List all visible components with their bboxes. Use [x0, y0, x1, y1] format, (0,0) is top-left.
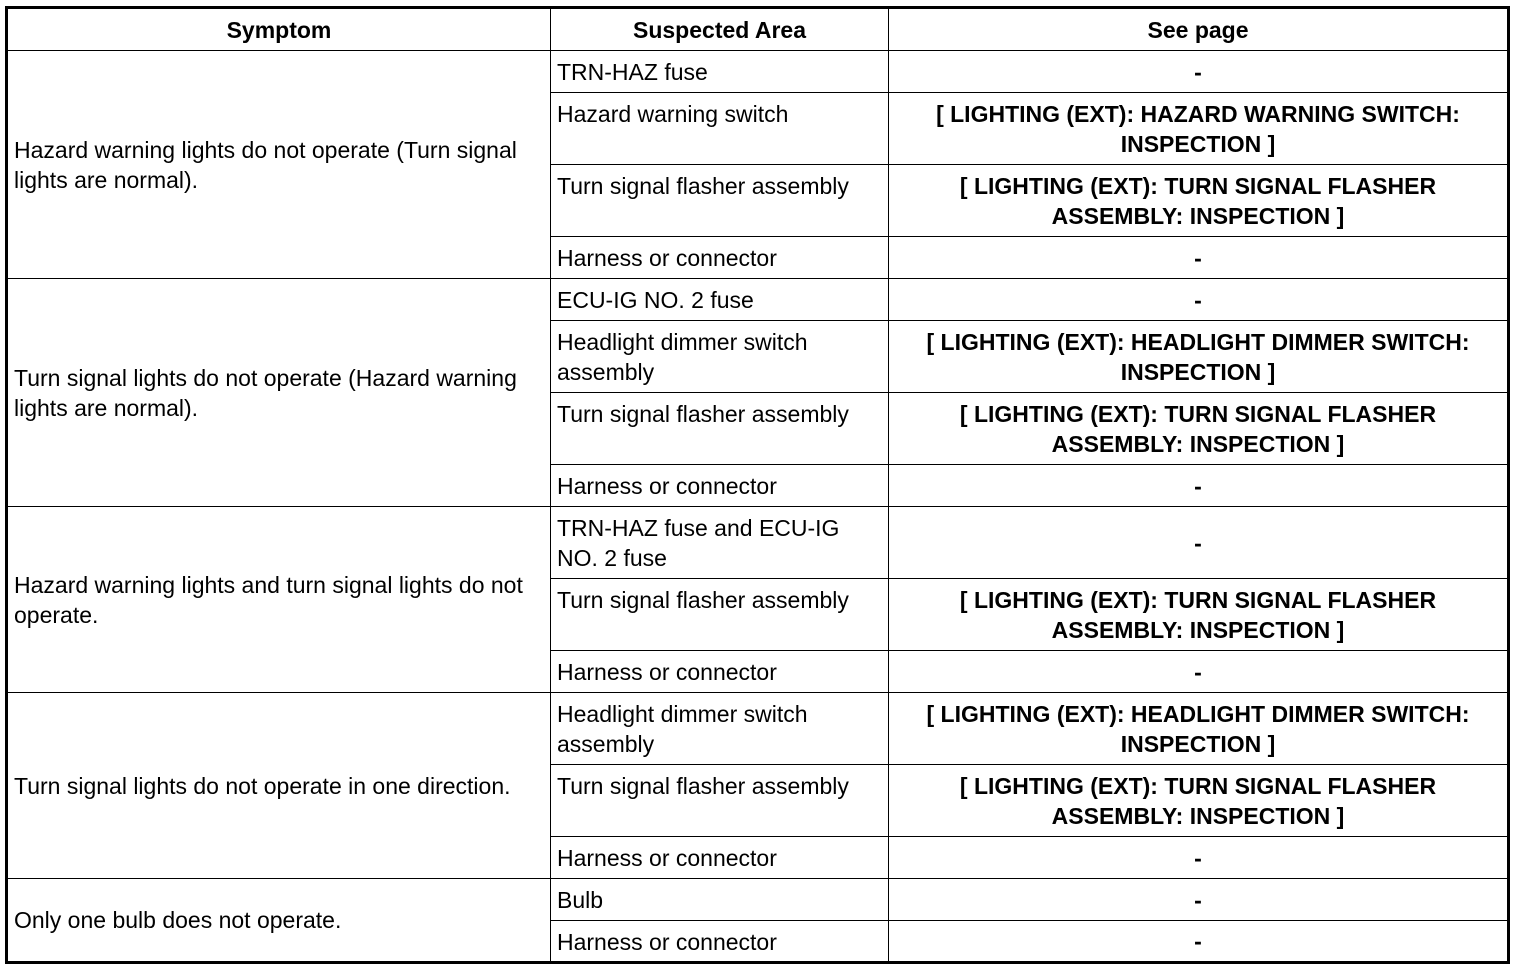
suspected-area-cell: ECU-IG NO. 2 fuse	[551, 279, 889, 321]
suspected-area-cell: Harness or connector	[551, 651, 889, 693]
see-page-cell: -	[889, 837, 1509, 879]
see-page-cell: -	[889, 879, 1509, 921]
see-page-link[interactable]: [ LIGHTING (EXT): HAZARD WARNING SWITCH: INSPECTION ]	[889, 93, 1509, 165]
see-page-link[interactable]: [ LIGHTING (EXT): TURN SIGNAL FLASHER ASSEMBLY: INSPECTION ]	[889, 579, 1509, 651]
symptom-cell: Only one bulb does not operate.	[7, 879, 551, 963]
see-page-cell: -	[889, 507, 1509, 579]
suspected-area-cell: TRN-HAZ fuse and ECU-IG NO. 2 fuse	[551, 507, 889, 579]
header-symptom: Symptom	[7, 8, 551, 51]
see-page-cell: -	[889, 279, 1509, 321]
see-page-cell: -	[889, 465, 1509, 507]
header-see-page: See page	[889, 8, 1509, 51]
header-suspected-area: Suspected Area	[551, 8, 889, 51]
suspected-area-cell: Hazard warning switch	[551, 93, 889, 165]
see-page-cell: -	[889, 921, 1509, 963]
suspected-area-cell: Bulb	[551, 879, 889, 921]
table-row	[7, 879, 1509, 921]
troubleshooting-table	[5, 6, 1510, 964]
suspected-area-cell: Turn signal flasher assembly	[551, 165, 889, 237]
table-row	[7, 693, 1509, 765]
suspected-area-cell: Harness or connector	[551, 837, 889, 879]
see-page-link[interactable]: [ LIGHTING (EXT): HEADLIGHT DIMMER SWITCH: INSPECTION ]	[889, 321, 1509, 393]
see-page-link[interactable]: [ LIGHTING (EXT): HEADLIGHT DIMMER SWITCH: INSPECTION ]	[889, 693, 1509, 765]
symptom-cell: Hazard warning lights and turn signal lights do not operate.	[7, 507, 551, 693]
see-page-link[interactable]: [ LIGHTING (EXT): TURN SIGNAL FLASHER ASSEMBLY: INSPECTION ]	[889, 393, 1509, 465]
see-page-link[interactable]: [ LIGHTING (EXT): TURN SIGNAL FLASHER ASSEMBLY: INSPECTION ]	[889, 165, 1509, 237]
suspected-area-cell: Turn signal flasher assembly	[551, 579, 889, 651]
symptom-cell: Turn signal lights do not operate in one direction.	[7, 693, 551, 879]
suspected-area-cell: TRN-HAZ fuse	[551, 51, 889, 93]
suspected-area-cell: Harness or connector	[551, 465, 889, 507]
suspected-area-cell: Harness or connector	[551, 237, 889, 279]
see-page-cell: -	[889, 51, 1509, 93]
troubleshooting-table-wrapper	[5, 6, 1510, 964]
suspected-area-cell: Headlight dimmer switch assembly	[551, 693, 889, 765]
table-row	[7, 51, 1509, 93]
see-page-link[interactable]: [ LIGHTING (EXT): TURN SIGNAL FLASHER ASSEMBLY: INSPECTION ]	[889, 765, 1509, 837]
suspected-area-cell: Harness or connector	[551, 921, 889, 963]
symptom-cell: Turn signal lights do not operate (Hazard warning lights are normal).	[7, 279, 551, 507]
suspected-area-cell: Turn signal flasher assembly	[551, 765, 889, 837]
see-page-cell: -	[889, 651, 1509, 693]
suspected-area-cell: Headlight dimmer switch assembly	[551, 321, 889, 393]
header-row	[7, 8, 1509, 51]
table-row	[7, 507, 1509, 579]
table-row	[7, 279, 1509, 321]
see-page-cell: -	[889, 237, 1509, 279]
symptom-cell: Hazard warning lights do not operate (Turn signal lights are normal).	[7, 51, 551, 279]
suspected-area-cell: Turn signal flasher assembly	[551, 393, 889, 465]
